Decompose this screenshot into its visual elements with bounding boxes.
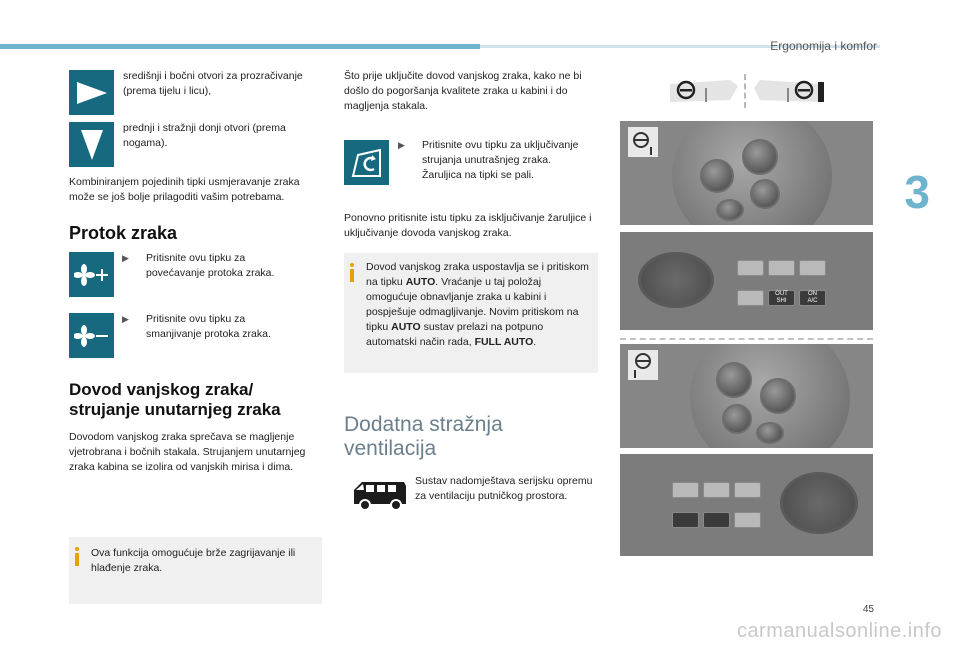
watermark: carmanualsonline.info [736, 620, 942, 642]
before-text: Što prije uključite dovod vanjskog zraka, kako ne bi došlo do pogoršanja kvalitete zraka u kabini i do magljenja stakala. [344, 70, 582, 112]
intake-title [69, 380, 281, 420]
intake-title-line-1: Dovod vanjskog zraka/ [69, 380, 254, 399]
panel-button [672, 512, 699, 528]
note-full-auto: FULL AUTO [474, 336, 534, 348]
header-bar [0, 44, 480, 49]
bullet-icon: ▶ [398, 140, 405, 150]
note-part-1: Dovod vanjskog zraka uspostavlja se i pritiskom na tipku [366, 261, 589, 288]
rhd-steering-icon [752, 76, 827, 106]
panel-button [768, 260, 795, 276]
note-part-3: sustav prelazi na potpuno automatski način rada, [366, 321, 544, 348]
panel-button [703, 482, 730, 498]
intake-title-line-2: strujanje unutarnjeg zraka [69, 400, 281, 419]
rear-title-line-1: Dodatna stražnja [344, 413, 503, 436]
fan-increase-icon [69, 252, 114, 297]
combine-text: Kombiniranjem pojedinih tipki usmjeravanje zraka može se još bolje prilagoditi vašim potrebama. [69, 176, 300, 203]
panel-button [737, 290, 764, 306]
divider-horizontal [620, 338, 873, 340]
control-panel-photo-2 [620, 454, 873, 556]
vent-lower-text: prednji i stražnji donji otvori (prema nogama). [123, 122, 286, 149]
vent-round [716, 362, 752, 398]
vent-round [722, 404, 752, 434]
rear-title-line-2: ventilacija [344, 437, 437, 460]
chapter-tab-number: 3 [904, 166, 930, 218]
vent-center-text: središnji i bočni otvori za prozračivanje (prema tijelu i licu), [123, 70, 303, 97]
panel-button-out [768, 290, 795, 306]
bullet-icon: ▶ [122, 314, 129, 324]
airflow-inc-label: Pritisnite ovu tipku za povećavanje protoka zraka. [146, 252, 275, 279]
again-text: Ponovno pritisnite istu tipku za isključivanje žaruljice i uključivanje dovoda vanjskog zraka. [344, 212, 592, 239]
rear-ventilation-title [344, 413, 503, 461]
info-note-middle-text [366, 260, 594, 350]
recirculation-icon [344, 140, 389, 185]
info-icon [75, 553, 79, 566]
airflow-title: Protok zraka [69, 223, 178, 243]
info-note-middle [344, 253, 598, 373]
lhd-steering-icon [670, 76, 740, 106]
panel-button [799, 260, 826, 276]
vent-round [750, 179, 780, 209]
panel-button-ac [799, 290, 826, 306]
bullet-icon: ▶ [122, 253, 129, 263]
panel-button-out-sub: SHI [776, 298, 787, 304]
panel-button-out-label: OUT [775, 291, 788, 297]
vents-photo-rhd [620, 344, 873, 448]
vent-feet-icon [69, 122, 114, 167]
page-number: 45 [862, 604, 874, 615]
vent-round [760, 378, 796, 414]
airflow-dec-label: Pritisnite ovu tipku za smanjivanje protoka zraka. [146, 313, 271, 340]
panel-button [672, 482, 699, 498]
panel-button [734, 482, 761, 498]
info-icon [350, 269, 354, 282]
steering-badge-icon [628, 127, 658, 157]
panel-button [737, 260, 764, 276]
panel-dial [780, 472, 858, 534]
panel-button [703, 512, 730, 528]
vent-round [756, 422, 784, 444]
rear-ventilation-text: Sustav nadomještava serijsku opremu za ventilaciju putničkog prostora. [415, 475, 593, 502]
divider-vertical [744, 74, 746, 108]
info-note-left [69, 537, 322, 604]
intake-text: Dovodom vanjskog zraka sprečava se magljenje vjetrobrana i bočnih stakala. Strujanjem unutarnjeg zraka kabina se izolira od vanjskih mirisa i dima. [69, 431, 306, 473]
panel-button-ac-sub: A/C [807, 298, 818, 304]
panel-button [734, 512, 761, 528]
vents-photo-lhd [620, 121, 873, 225]
recirc-label: Pritisnite ovu tipku za uključivanje strujanja unutrašnjeg zraka. Žaruljica na tipki se pali. [422, 139, 579, 181]
note-part-4: . [533, 336, 537, 348]
panel-dial [638, 252, 714, 308]
airflow-inc-text [122, 251, 302, 281]
recirc-text [398, 138, 593, 183]
control-panel-photo-1 [620, 232, 873, 330]
vent-round [742, 139, 778, 175]
info-note-left-text: Ova funkcija omogućuje brže zagrijavanje ili hlađenje zraka. [91, 547, 296, 574]
steering-badge-icon [628, 350, 658, 380]
van-icon [352, 478, 408, 512]
panel-button-ac-label: ON [808, 291, 817, 297]
chapter-title: Ergonomija i komfor [770, 39, 877, 53]
vent-round [716, 199, 744, 221]
vent-face-icon [69, 70, 114, 115]
note-auto-1: AUTO [405, 276, 436, 288]
airflow-dec-text [122, 312, 302, 342]
note-part-2: . Vraćanje u taj položaj omogućuje obnavljanje zraka u kabini i pospješuje odmagljivanje. Novim pritiskom na tipku [366, 276, 579, 333]
vent-round [700, 159, 734, 193]
note-auto-2: AUTO [391, 321, 421, 333]
fan-decrease-icon [69, 313, 114, 358]
